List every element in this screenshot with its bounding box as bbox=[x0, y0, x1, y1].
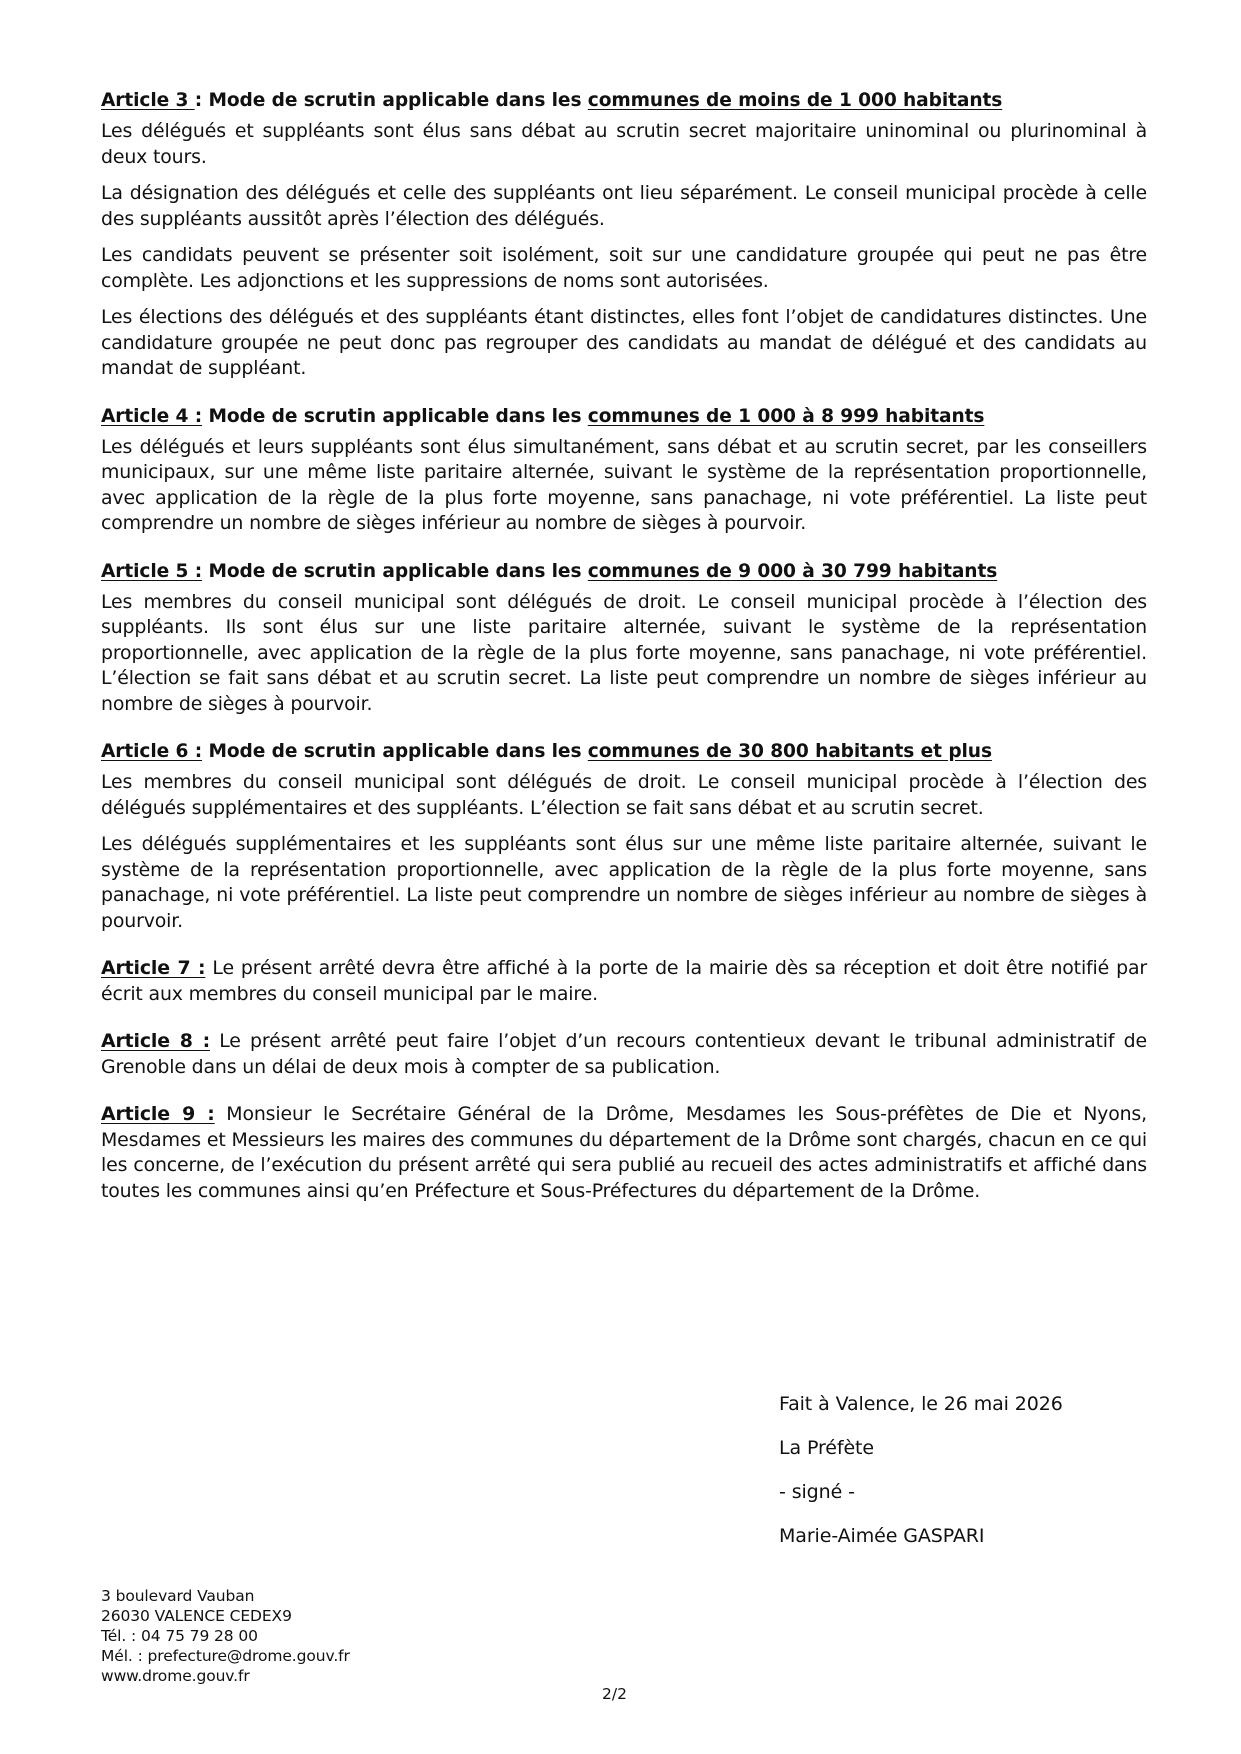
article-6-title: Mode de scrutin applicable dans les bbox=[208, 741, 588, 762]
article-7-text: Le présent arrêté devra être affiché à la porte de la mairie dès sa réception et doit être notifié par écrit aux membres du conseil municipal par le maire. bbox=[101, 957, 1147, 1005]
article-5-label: Article 5 : bbox=[101, 560, 203, 582]
footer-phone: Tél. : 04 75 79 28 00 bbox=[101, 1627, 258, 1645]
article-7-paragraph bbox=[101, 956, 1147, 1007]
article-3-paragraph: Les délégués et suppléants sont élus sans débat au scrutin secret majoritaire uninominal ou plurinominal à deux tours. bbox=[101, 120, 1147, 168]
article-3-title: Mode de scrutin applicable dans les bbox=[208, 90, 588, 111]
article-6 bbox=[101, 739, 1147, 934]
article-5-title: Mode de scrutin applicable dans les bbox=[208, 560, 588, 582]
footer-website: www.drome.gouv.fr bbox=[101, 1667, 250, 1685]
article-3-label: Article 3 bbox=[101, 90, 195, 111]
article-5 bbox=[101, 559, 1147, 718]
signature-role: La Préfète bbox=[779, 1437, 874, 1459]
signature-name: Marie-Aimée GASPARI bbox=[779, 1525, 985, 1547]
footer-address-line1: 3 boulevard Vauban bbox=[101, 1587, 255, 1605]
article-3-separator: : bbox=[194, 90, 209, 111]
article-4-title-underlined: communes de 1 000 à 8 999 habitants bbox=[587, 405, 985, 427]
signature-block bbox=[779, 1391, 1063, 1567]
article-8-paragraph bbox=[101, 1029, 1147, 1080]
signature-place-date: Fait à Valence, le 26 mai 2026 bbox=[779, 1393, 1063, 1415]
article-9 bbox=[101, 1102, 1147, 1204]
signature-signed: - signé - bbox=[779, 1481, 855, 1503]
article-6-paragraph: Les délégués supplémentaires et les suppléants sont élus sur une même liste paritaire alternée, suivant le système de la représentation proportionnelle, avec application de la règle de la plus forte moyenne, sans panachage, ni vote préférentiel. La liste peut comprendre un nombre de sièges inférieur au nombre de sièges à pourvoir. bbox=[101, 833, 1147, 932]
page-number: 2/2 bbox=[602, 1685, 627, 1703]
article-3 bbox=[101, 88, 1147, 382]
article-4-label: Article 4 : bbox=[101, 405, 203, 427]
article-8-label: Article 8 : bbox=[101, 1030, 210, 1052]
article-8-text: Le présent arrêté peut faire l’objet d’un recours contentieux devant le tribunal administratif de Grenoble dans un délai de deux mois à compter de sa publication. bbox=[101, 1030, 1147, 1078]
article-7 bbox=[101, 956, 1147, 1007]
article-3-title-underlined: communes de moins de 1 000 habitants bbox=[587, 90, 1003, 111]
article-6-heading bbox=[101, 739, 1147, 764]
article-3-paragraph: La désignation des délégués et celle des suppléants ont lieu séparément. Le conseil municipal procède à celle des suppléants aussitôt après l’élection des délégués. bbox=[101, 182, 1147, 230]
footer-email: Mél. : prefecture@drome.gouv.fr bbox=[101, 1647, 350, 1665]
article-9-paragraph bbox=[101, 1102, 1147, 1204]
article-3-paragraph: Les élections des délégués et des suppléants étant distinctes, elles font l’objet de candidatures distinctes. Une candidature groupée ne peut donc pas regrouper des candidats au mandat de délégué et des candidats au mandat de suppléant. bbox=[101, 306, 1147, 379]
footer-contact bbox=[101, 1586, 350, 1686]
article-7-label: Article 7 : bbox=[101, 957, 206, 979]
article-6-label: Article 6 : bbox=[101, 741, 203, 762]
article-5-title-underlined: communes de 9 000 à 30 799 habitants bbox=[587, 560, 998, 582]
article-9-label: Article 9 : bbox=[101, 1103, 215, 1125]
article-9-text: Monsieur le Secrétaire Général de la Drôme, Mesdames les Sous-préfètes de Die et Nyons, Mesdames et Messieurs les maires des communes du département de la Drôme sont chargés, chacun en ce qui les concerne, de l’exécution du présent arrêté qui sera publié au recueil des actes administratifs et affiché dans toutes les communes ainsi qu’en Préfecture et Sous-Préfectures du département de la Drôme. bbox=[101, 1103, 1147, 1202]
article-5-paragraph: Les membres du conseil municipal sont délégués de droit. Le conseil municipal procède à l’élection des suppléants. Ils sont élus sur une liste paritaire alternée, suivant le système de la représentation proportionnelle, avec application de la règle de la plus forte moyenne, sans panachage, ni vote préférentiel. L’élection se fait sans débat et au scrutin secret. La liste peut comprendre un nombre de sièges inférieur au nombre de sièges à pourvoir. bbox=[101, 590, 1147, 715]
article-4 bbox=[101, 404, 1147, 537]
document-body bbox=[101, 88, 1147, 1215]
article-3-paragraph: Les candidats peuvent se présenter soit isolément, soit sur une candidature groupée qui peut ne pas être complète. Les adjonctions et les suppressions de noms sont autorisées. bbox=[101, 244, 1147, 292]
article-8 bbox=[101, 1029, 1147, 1080]
article-6-paragraph: Les membres du conseil municipal sont délégués de droit. Le conseil municipal procède à l’élection des délégués supplémentaires et des suppléants. L’élection se fait sans débat et au scrutin secret. bbox=[101, 771, 1147, 819]
article-4-title: Mode de scrutin applicable dans les bbox=[208, 405, 588, 427]
article-4-paragraph: Les délégués et leurs suppléants sont élus simultanément, sans débat et au scrutin secret, par les conseillers municipaux, sur une même liste paritaire alternée, suivant le système de la représentation proportionnelle, avec application de la règle de la plus forte moyenne, sans panachage, ni vote préférentiel. La liste peut comprendre un nombre de sièges inférieur au nombre de sièges à pourvoir. bbox=[101, 435, 1147, 534]
article-4-heading bbox=[101, 404, 1147, 429]
article-3-heading bbox=[101, 88, 1147, 113]
article-6-title-underlined: communes de 30 800 habitants et plus bbox=[587, 741, 992, 762]
article-5-heading bbox=[101, 559, 1147, 584]
footer-address-line2: 26030 VALENCE CEDEX9 bbox=[101, 1607, 292, 1625]
